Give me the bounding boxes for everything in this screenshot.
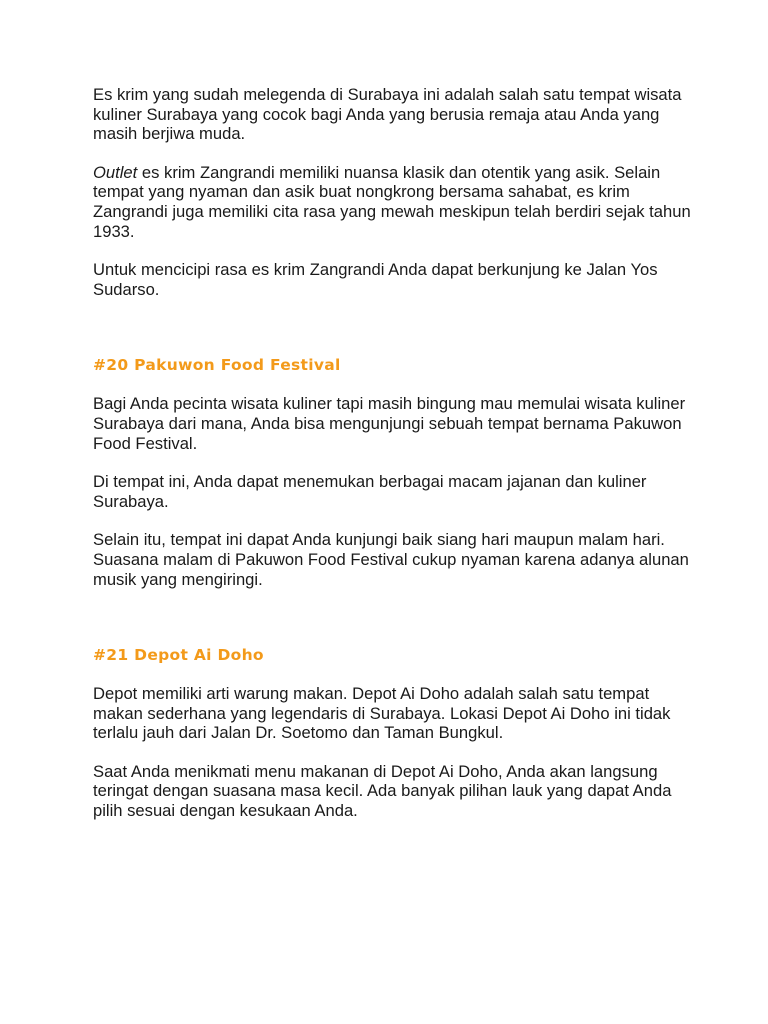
zangrandi-intro-paragraph: Es krim yang sudah melegenda di Surabaya ini adalah salah satu tempat wisata kuliner Surabaya yang cocok bagi Anda yang berusia remaja atau Anda yang masih berjiwa muda. xyxy=(93,85,682,144)
spacer xyxy=(93,318,693,355)
pakuwon-paragraph-1: Bagi Anda pecinta wisata kuliner tapi masih bingung mau memulai wisata kuliner Surabaya dari mana, Anda bisa mengunjungi sebuah tempat bernama Pakuwon Food Festival. xyxy=(93,394,686,453)
heading-pakuwon-food-festival: #20 Pakuwon Food Festival xyxy=(93,356,341,375)
outlet-italic-word: Outlet xyxy=(93,162,138,182)
spacer xyxy=(93,665,693,684)
outlet-paragraph-text: es krim Zangrandi memiliki nuansa klasik dan otentik yang asik. Selain tempat yang nyaman dan asik buat nongkrong bersama sahabat, es krim Zangrandi juga memiliki cita rasa yang mewah meskipun telah berdiri sejak tahun 1933. xyxy=(93,162,691,241)
zangrandi-visit-paragraph: Untuk mencicipi rasa es krim Zangrandi Anda dapat berkunjung ke Jalan Yos Sudarso. xyxy=(93,260,658,299)
zangrandi-outlet-paragraph xyxy=(93,163,693,241)
spacer xyxy=(93,608,693,645)
pakuwon-paragraph-3: Selain itu, tempat ini dapat Anda kunjungi baik siang hari maupun malam hari. Suasana malam di Pakuwon Food Festival cukup nyaman karena adanya alunan musik yang mengiringi. xyxy=(93,530,689,589)
spacer xyxy=(93,375,693,394)
heading-depot-ai-doho: #21 Depot Ai Doho xyxy=(93,646,264,665)
pakuwon-paragraph-2: Di tempat ini, Anda dapat menemukan berbagai macam jajanan dan kuliner Surabaya. xyxy=(93,472,647,511)
document-page xyxy=(93,85,693,840)
ai-doho-paragraph-2: Saat Anda menikmati menu makanan di Depot Ai Doho, Anda akan langsung teringat dengan suasana masa kecil. Ada banyak pilihan lauk yang dapat Anda pilih sesuai dengan kesukaan Anda. xyxy=(93,761,672,821)
ai-doho-paragraph-1: Depot memiliki arti warung makan. Depot Ai Doho adalah salah satu tempat makan sederhana yang legendaris di Surabaya. Lokasi Depot Ai Doho ini tidak terlalu jauh dari Jalan Dr. Soetomo dan Taman Bungkul. xyxy=(93,684,671,743)
